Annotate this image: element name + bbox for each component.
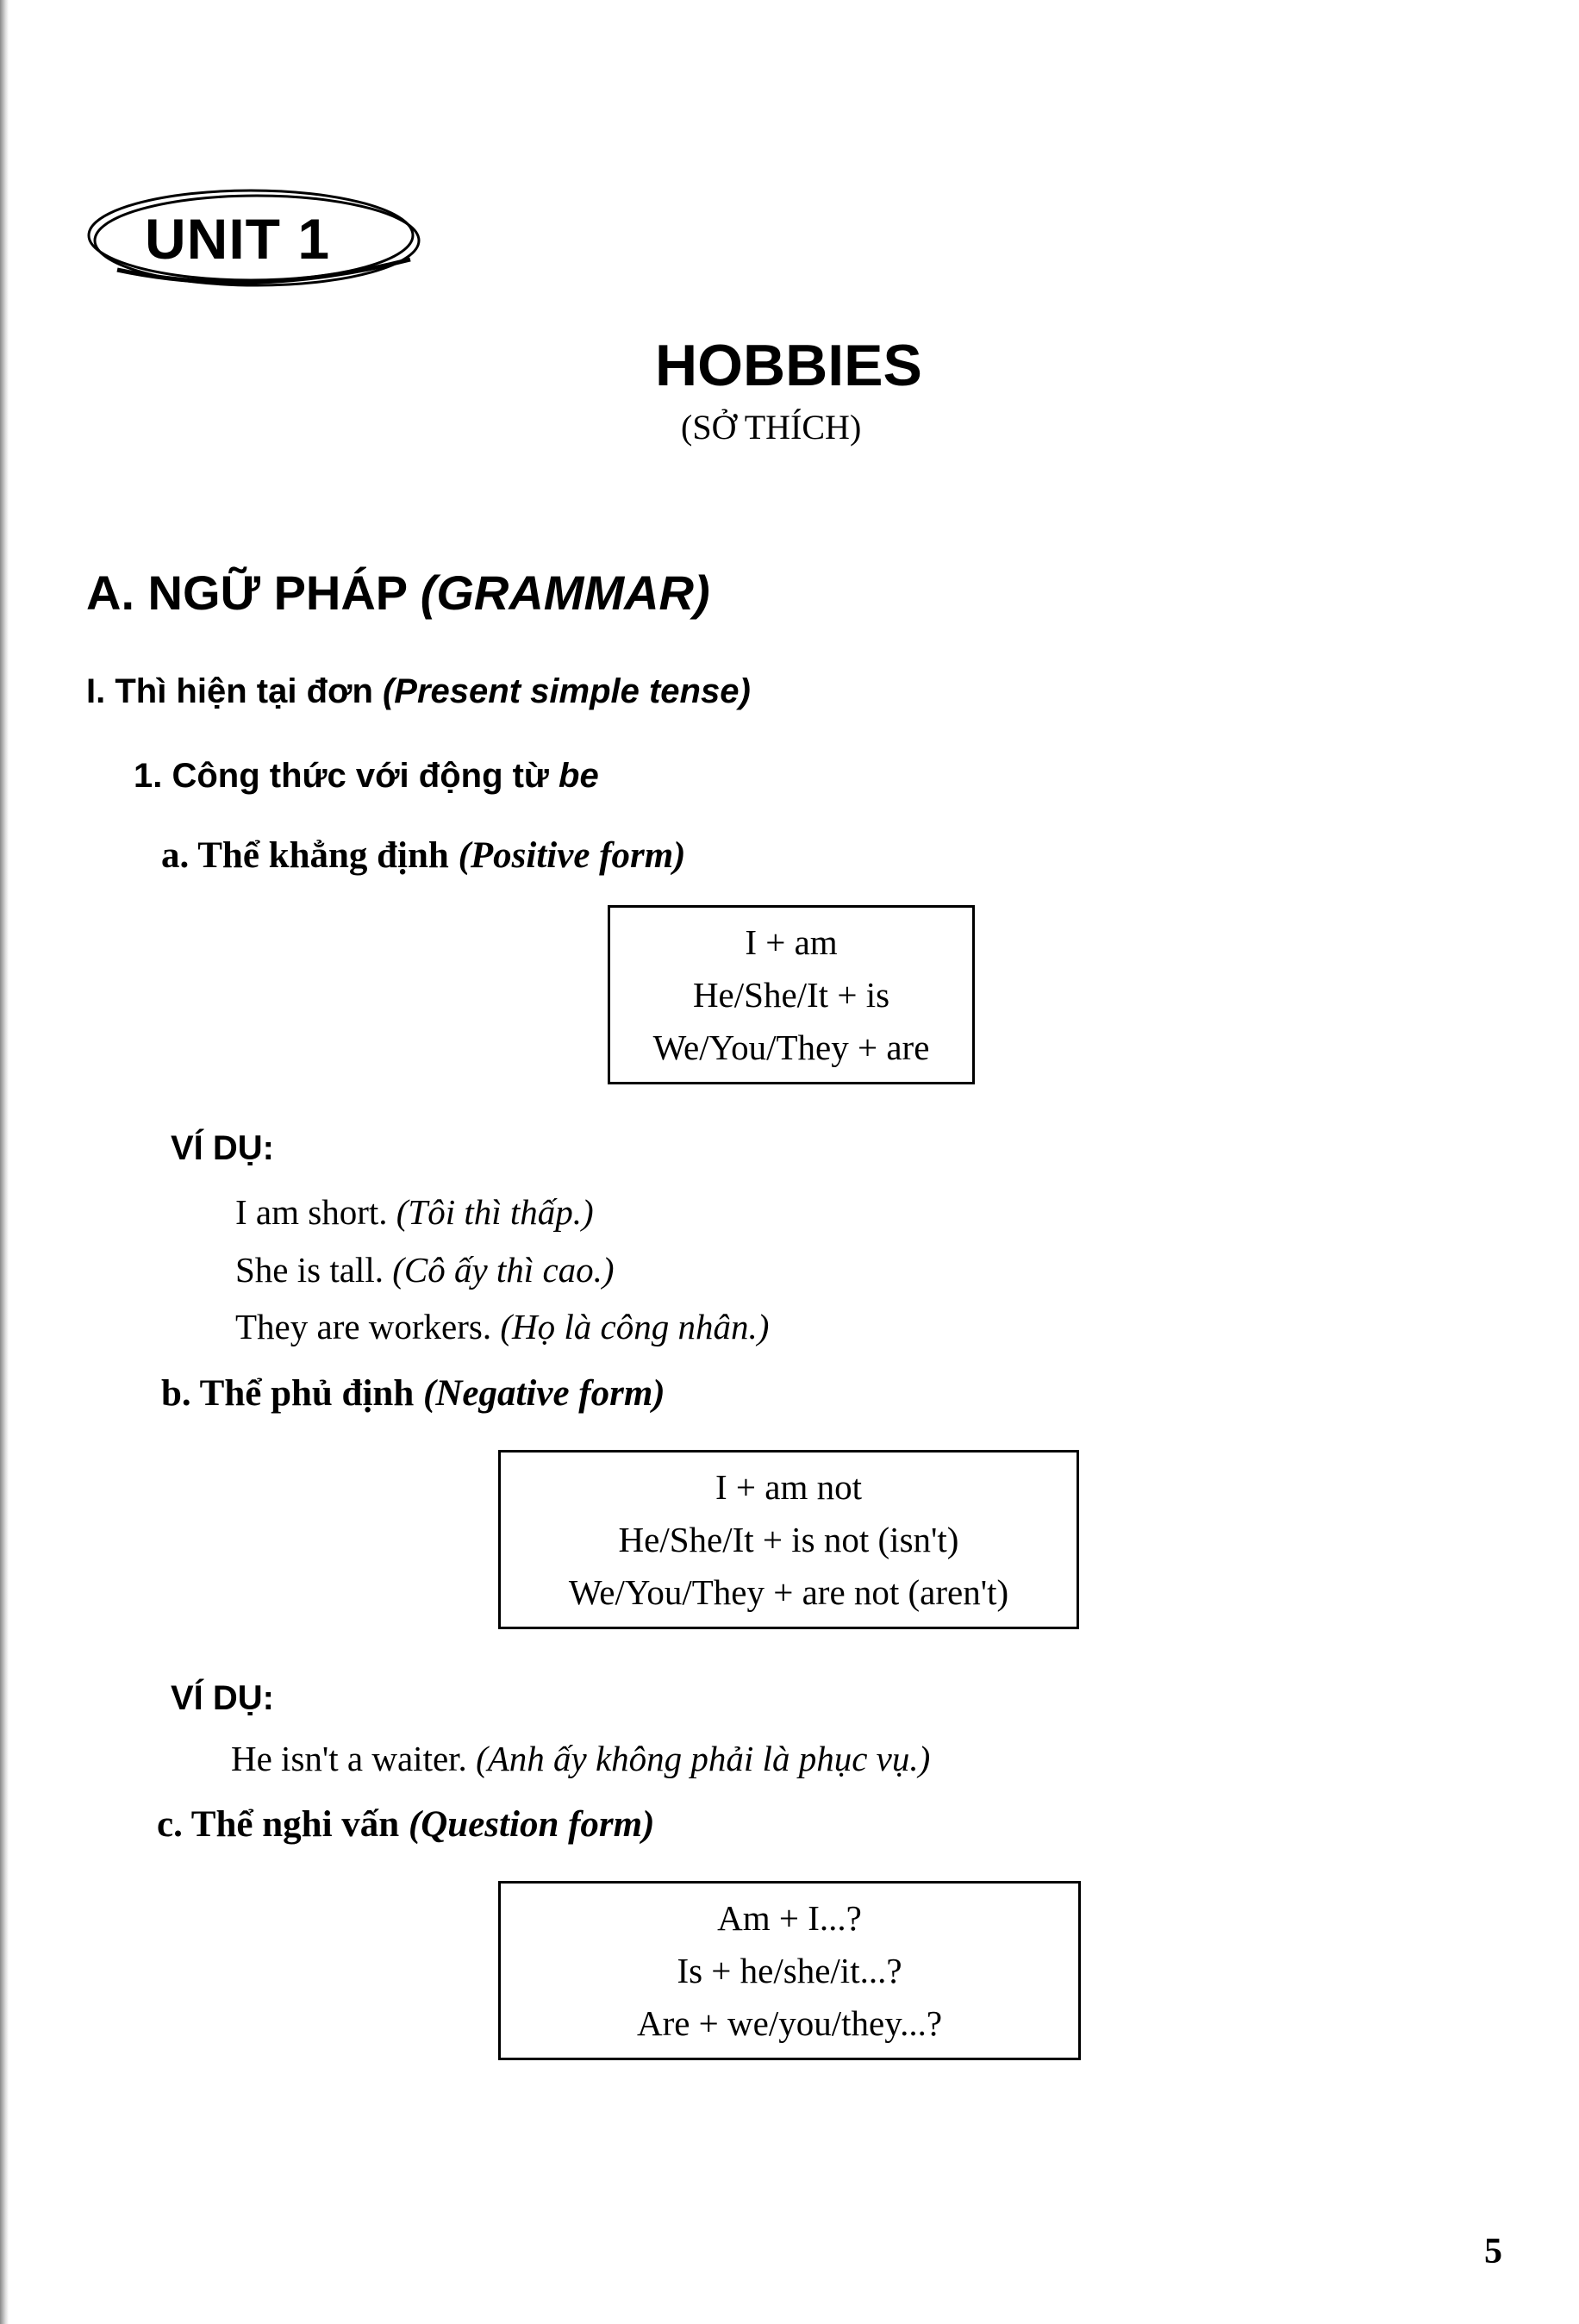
- question-heading-en: (Question form): [408, 1804, 655, 1845]
- example-en: He isn't a waiter.: [231, 1739, 477, 1778]
- formula-line: Is + he/she/it...?: [677, 1950, 902, 1990]
- section-a-heading: [86, 565, 710, 621]
- example-line: [235, 1191, 594, 1233]
- formula-line: I + am not: [715, 1466, 862, 1507]
- section-a-label: A. NGỮ PHÁP: [86, 565, 421, 620]
- negative-example-label: VÍ DỤ:: [171, 1679, 274, 1717]
- negative-formula-box: [498, 1450, 1079, 1629]
- page-subtitle: (SỞ THÍCH): [681, 408, 862, 447]
- subsection-1-heading: [134, 757, 599, 796]
- example-en: She is tall.: [235, 1250, 393, 1290]
- example-en: I am short.: [235, 1192, 396, 1232]
- example-line: [235, 1306, 769, 1347]
- example-vi: (Cô ấy thì cao.): [392, 1250, 615, 1290]
- section-i-label: I. Thì hiện tại đơn: [86, 672, 383, 710]
- subsection-1-label: 1. Công thức với động từ: [134, 757, 559, 795]
- example-en: They are workers.: [235, 1307, 501, 1346]
- section-i-heading: [86, 672, 751, 711]
- formula-line: Are + we/you/they...?: [636, 2002, 943, 2043]
- scan-edge: [0, 0, 9, 2324]
- negative-heading: [161, 1372, 665, 1415]
- example-vi: (Họ là công nhân.): [500, 1307, 770, 1346]
- positive-heading: [161, 834, 686, 877]
- example-line: [235, 1249, 615, 1290]
- formula-line: I + am: [745, 921, 838, 962]
- formula-line: He/She/It + is: [692, 974, 890, 1015]
- subsection-1-label-em: be: [559, 757, 599, 795]
- negative-heading-label: b. Thể phủ định: [161, 1373, 424, 1414]
- page-title: HOBBIES: [655, 333, 922, 398]
- formula-line: He/She/It + is not (isn't): [618, 1519, 959, 1559]
- unit-badge: [83, 177, 436, 306]
- section-a-label-en: (GRAMMAR): [420, 565, 710, 620]
- example-line: [231, 1738, 930, 1779]
- formula-line: We/You/They + are: [652, 1027, 930, 1067]
- question-formula-box: [498, 1881, 1081, 2060]
- positive-example-label: VÍ DỤ:: [171, 1129, 274, 1167]
- page-number: 5: [1484, 2232, 1502, 2271]
- question-heading: [157, 1803, 654, 1846]
- formula-line: Am + I...?: [717, 1897, 862, 1938]
- section-i-label-en: (Present simple tense): [382, 672, 751, 710]
- positive-heading-label: a. Thể khẳng định: [161, 835, 459, 876]
- example-vi: (Tôi thì thấp.): [396, 1192, 594, 1232]
- example-vi: (Anh ấy không phải là phục vụ.): [476, 1739, 931, 1778]
- negative-heading-en: (Negative form): [423, 1373, 665, 1414]
- question-heading-label: c. Thể nghi vấn: [157, 1804, 409, 1845]
- formula-line: We/You/They + are not (aren't): [568, 1571, 1009, 1612]
- unit-label: UNIT 1: [145, 207, 331, 271]
- positive-heading-en: (Positive form): [458, 835, 686, 876]
- positive-formula-box: [608, 905, 975, 1084]
